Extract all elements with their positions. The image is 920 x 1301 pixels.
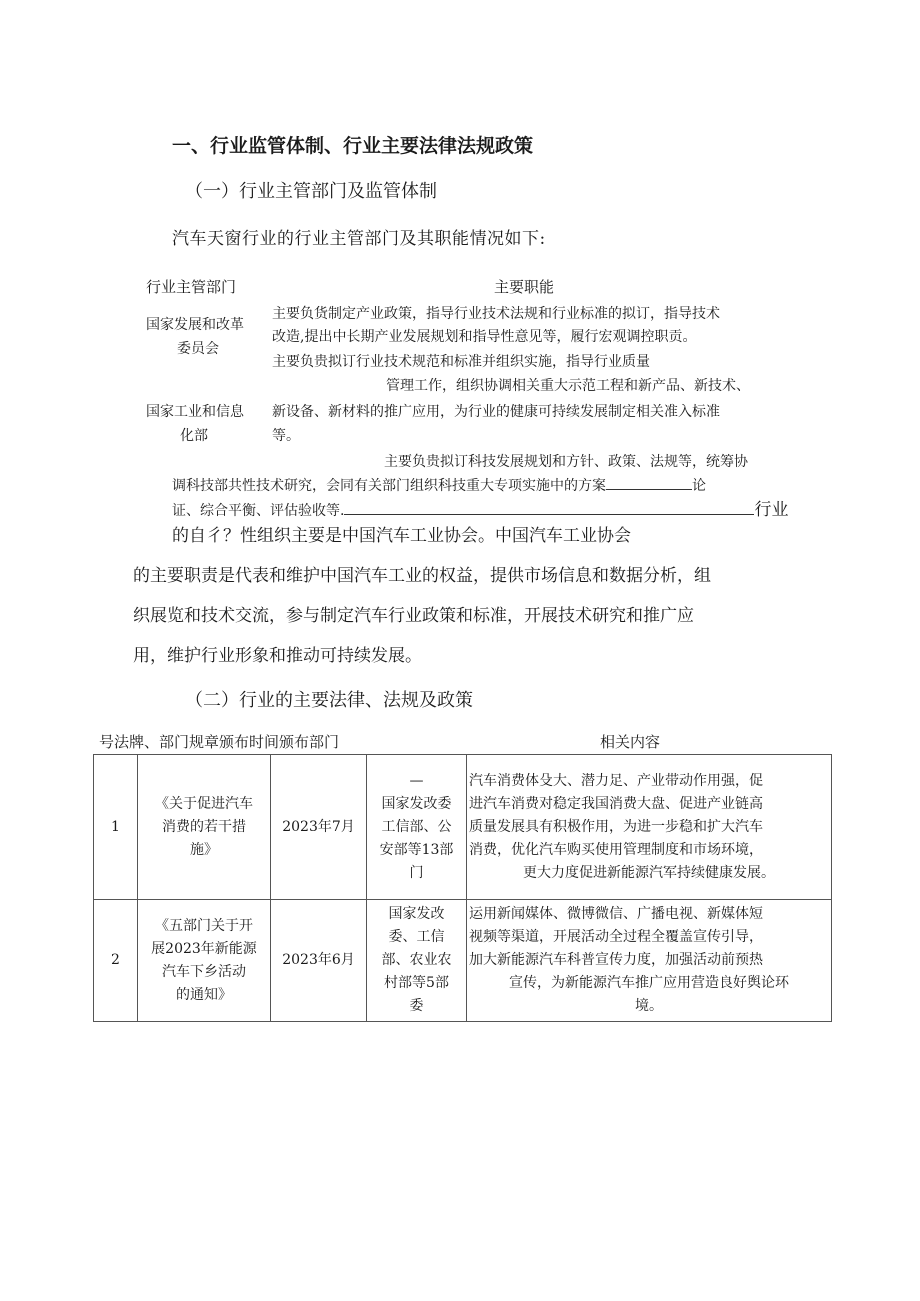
law-name: 《关于促进汽车 消费的若干措 施》 [138, 755, 271, 900]
law-content: 运用新闻媒体、微博微信、广播电视、新媒体短 视频等渠道，开展活动全过程全覆盖宣传引导， 加大新能源汽车科普宣传力度，加强活动前预热 宣传，为新能源汽车推广应用营造良好舆论环 境。 [467, 900, 832, 1022]
subsection-heading-1: （一）行业主管部门及监管体制 [185, 181, 437, 202]
dept-row1-duty-cont: 改造,提出中长期产业发展规划和指导性意见等，履行宏观调控职贡。 [272, 329, 697, 345]
law-issuing-dept: — 国家发改委 工信部、公 安部等13部 门 [367, 755, 467, 900]
laws-header-left: 号法牌、部门规章颁布时间颁布部门 [99, 733, 340, 751]
dept-row2-duty-cont3: 等。 [272, 428, 300, 444]
section-heading: 一、行业监管体制、行业主要法律法规政策 [172, 135, 534, 157]
subsection-heading-2: （二）行业的主要法律、法规及政策 [185, 690, 473, 711]
laws-table [93, 754, 832, 1022]
law-number: 1 [94, 755, 138, 900]
law-number: 2 [94, 900, 138, 1022]
laws-header-content: 相关内容 [600, 733, 661, 751]
law-content: 汽车消费体殳大、潜力足、产业带动作用强，促 进汽车消费对稳定我国消费大盘、促进产业链高 质量发展具有积极作用，为进一步稳和扩大汽车 消费，优化汽车购买使用管理制度和市场环境， 更大力度促进新能源汽军持续健康发展。 [467, 755, 832, 900]
assoc-paragraph-line2: 的主要职责是代表和维护中国汽车工业的权益，提供市场信息和数据分析，组 [133, 566, 711, 586]
dept-header-duty: 主要职能 [494, 278, 555, 296]
dept-row1-duty: 主要负货制定产业政策，指导行业技术法规和行业标准的拟订，指导技术 [272, 306, 720, 322]
dept-row1-name: 国家发展和改革 [146, 317, 244, 333]
dept-row3-duty-cont2: 证、综合平衡、评估验收等. 行业 [172, 500, 789, 520]
dept-row2-name: 国家工业和信息 [146, 404, 244, 420]
dept-row2-duty: 主要负贵拟订行业技术规范和标准并组织实施，指导行业质量 [272, 354, 650, 370]
dept-row1-name-cont: 委员会 [177, 341, 219, 357]
table-row [94, 900, 832, 1022]
assoc-paragraph-line1: 的自彳？性组织主要是中国汽车工业协会。中国汽车工业协会 [172, 526, 631, 546]
law-name: 《五部门关于开 展2023年新能源 汽车下乡活动 的通知》 [138, 900, 271, 1022]
dept-row2-duty-cont1: 管理工作，组织协调相关重大示范工程和新产品、新技术、 [386, 378, 750, 394]
law-issue-date: 2023年6月 [271, 900, 367, 1022]
dept-row3-duty-cont1: 调科技部共性技术研究，会同有关部门组织科技重大专项实施中的方案 论 [172, 474, 706, 498]
dept-header-department: 行业主管部门 [146, 278, 237, 296]
dept-row3-duty: 主要负贵拟订科技发展规划和方针、政策、法规等，统筹协 [384, 454, 748, 470]
dept-row2-name-cont: 化部 [180, 428, 208, 444]
assoc-paragraph-line4: 用，维护行业形象和推动可持续发展。 [133, 646, 422, 666]
assoc-paragraph-line3: 织展览和技术交流，参与制定汽车行业政策和标准，开展技术研究和推广应 [133, 606, 694, 626]
law-issue-date: 2023年7月 [271, 755, 367, 900]
law-issuing-dept: 国家发改 委、工信 部、农业农 村部等5部 委 [367, 900, 467, 1022]
table-row [94, 755, 832, 900]
dept-row2-duty-cont2: 新设备、新材料的推广应用，为行业的健康可持续发展制定相关准入标准 [272, 404, 720, 420]
intro-paragraph: 汽车天窗行业的行业主管部门及其职能情况如下: [172, 229, 546, 249]
